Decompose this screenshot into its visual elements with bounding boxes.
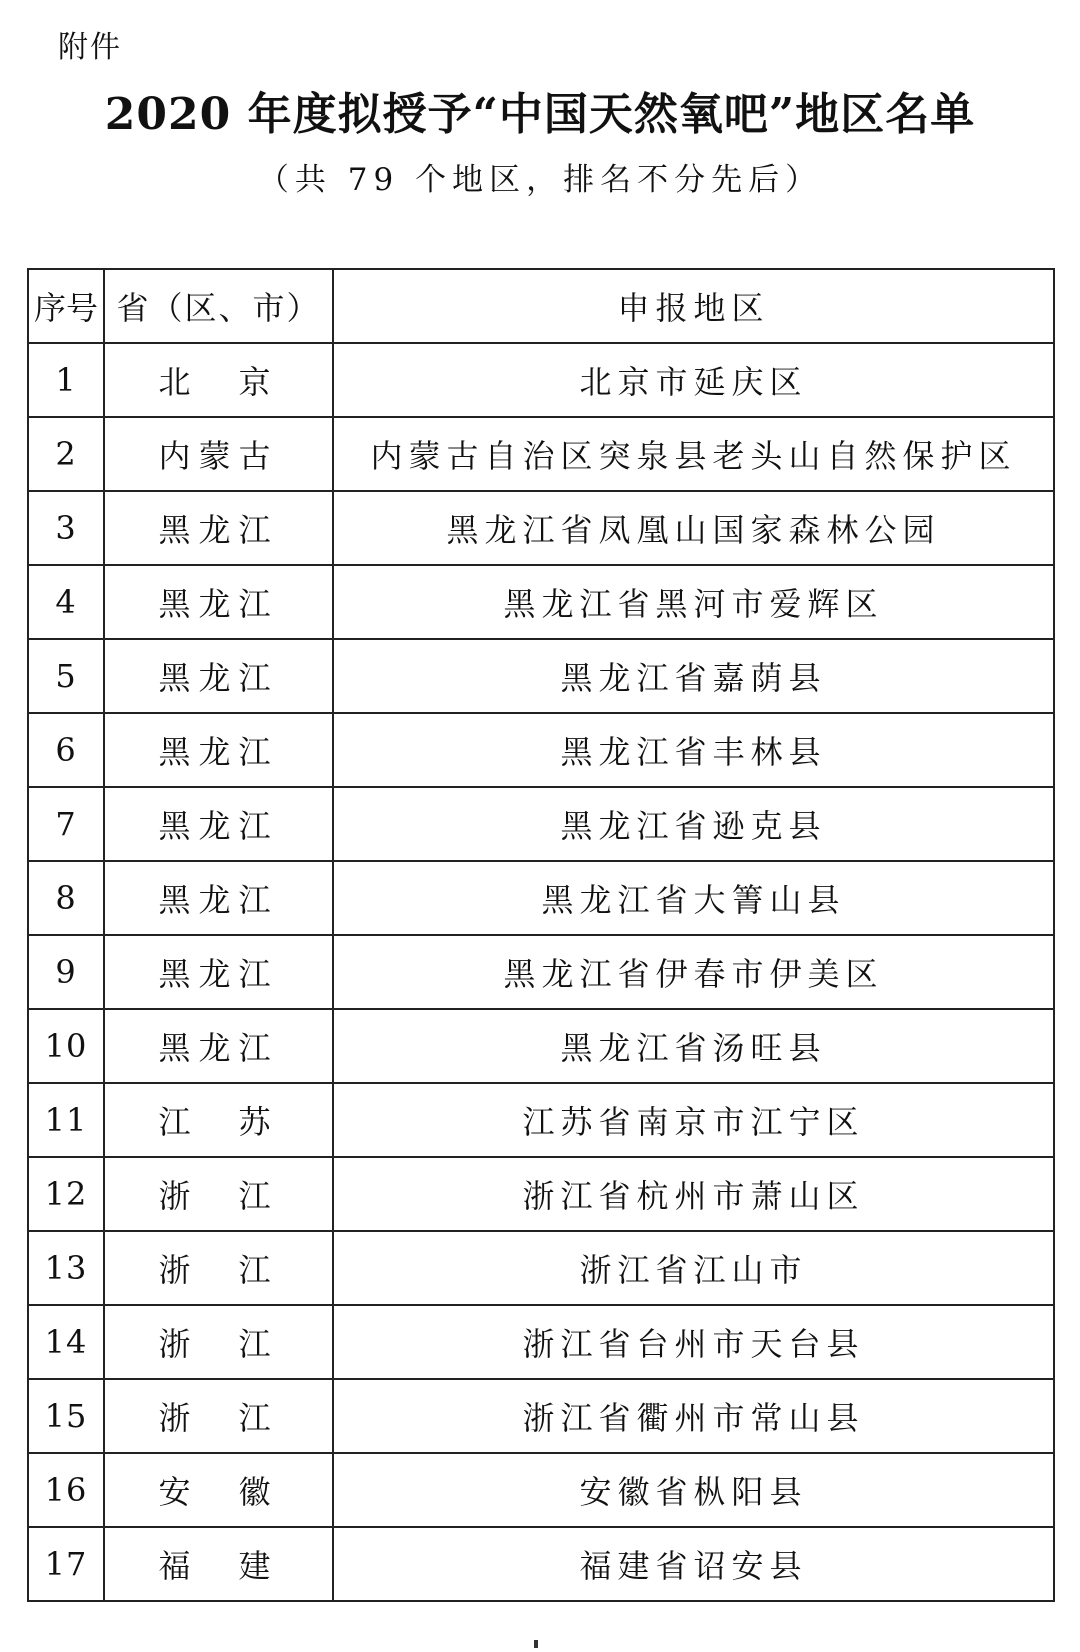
row-number: 15 (28, 1379, 104, 1453)
row-number: 11 (28, 1083, 104, 1157)
attachment-label: 附件 (58, 30, 122, 65)
row-area: 黑龙江省逊克县 (333, 787, 1054, 861)
table-row (28, 861, 1054, 935)
row-province: 浙 江 (104, 1157, 333, 1231)
header-applying-area: 申报地区 (333, 269, 1054, 343)
row-area: 黑龙江省凤凰山国家森林公园 (333, 491, 1054, 565)
row-province: 浙 江 (104, 1231, 333, 1305)
table-row (28, 935, 1054, 1009)
row-area: 黑龙江省嘉荫县 (333, 639, 1054, 713)
table-row (28, 713, 1054, 787)
row-province: 黑龙江 (104, 713, 333, 787)
header-province: 省（区、市） (104, 269, 333, 343)
row-number: 13 (28, 1231, 104, 1305)
table-row (28, 1527, 1054, 1601)
row-area: 北京市延庆区 (333, 343, 1054, 417)
row-area: 黑龙江省汤旺县 (333, 1009, 1054, 1083)
row-number: 3 (28, 491, 104, 565)
row-area: 福建省诏安县 (333, 1527, 1054, 1601)
row-number: 5 (28, 639, 104, 713)
row-number: 4 (28, 565, 104, 639)
row-province: 黑龙江 (104, 491, 333, 565)
row-province: 黑龙江 (104, 639, 333, 713)
row-number: 14 (28, 1305, 104, 1379)
table-row (28, 491, 1054, 565)
row-number: 8 (28, 861, 104, 935)
row-province: 福 建 (104, 1527, 333, 1601)
table-row (28, 639, 1054, 713)
row-province: 黑龙江 (104, 861, 333, 935)
row-province: 江 苏 (104, 1083, 333, 1157)
table-header-row (28, 269, 1054, 343)
table-row (28, 417, 1054, 491)
row-province: 黑龙江 (104, 565, 333, 639)
table-row (28, 1231, 1054, 1305)
row-area: 黑龙江省黑河市爱辉区 (333, 565, 1054, 639)
header-serial-number: 序号 (28, 269, 104, 343)
table-row (28, 343, 1054, 417)
row-number: 1 (28, 343, 104, 417)
row-area: 浙江省台州市天台县 (333, 1305, 1054, 1379)
row-province: 浙 江 (104, 1379, 333, 1453)
row-number: 16 (28, 1453, 104, 1527)
table-row (28, 1083, 1054, 1157)
row-province: 浙 江 (104, 1305, 333, 1379)
row-number: 12 (28, 1157, 104, 1231)
row-area: 黑龙江省大箐山县 (333, 861, 1054, 935)
document-subtitle: （共 79 个地区，排名不分先后） (257, 162, 823, 198)
row-province: 安 徽 (104, 1453, 333, 1527)
row-number: 7 (28, 787, 104, 861)
table-row (28, 787, 1054, 861)
row-province: 黑龙江 (104, 1009, 333, 1083)
row-area: 黑龙江省伊春市伊美区 (333, 935, 1054, 1009)
row-number: 9 (28, 935, 104, 1009)
region-list-table (27, 268, 1055, 1602)
table-row (28, 565, 1054, 639)
row-province: 黑龙江 (104, 787, 333, 861)
table-row (28, 1157, 1054, 1231)
table-row (28, 1453, 1054, 1527)
row-area: 浙江省衢州市常山县 (333, 1379, 1054, 1453)
row-area: 安徽省枞阳县 (333, 1453, 1054, 1527)
row-area: 浙江省江山市 (333, 1231, 1054, 1305)
table-row (28, 1009, 1054, 1083)
row-number: 2 (28, 417, 104, 491)
row-province: 黑龙江 (104, 935, 333, 1009)
page-number-fragment (534, 1640, 538, 1648)
row-province: 内蒙古 (104, 417, 333, 491)
table-row (28, 1305, 1054, 1379)
document-title: 2020 年度拟授予“中国天然氧吧”地区名单 (104, 89, 976, 140)
row-number: 10 (28, 1009, 104, 1083)
table-row (28, 1379, 1054, 1453)
row-number: 6 (28, 713, 104, 787)
row-area: 江苏省南京市江宁区 (333, 1083, 1054, 1157)
row-area: 内蒙古自治区突泉县老头山自然保护区 (333, 417, 1054, 491)
row-area: 黑龙江省丰林县 (333, 713, 1054, 787)
row-number: 17 (28, 1527, 104, 1601)
row-province: 北 京 (104, 343, 333, 417)
row-area: 浙江省杭州市萧山区 (333, 1157, 1054, 1231)
